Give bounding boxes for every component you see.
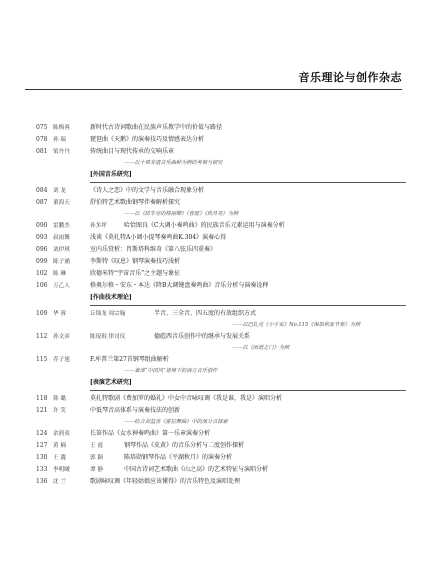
toc-title: 浅谈《莫扎特A小调小提琴奏鸣曲K.304》演奏心得	[90, 234, 227, 241]
toc-page-number: 102	[36, 270, 48, 277]
toc-entry	[36, 134, 406, 146]
toc-author: 沈 兰	[53, 479, 66, 485]
toc-entry	[36, 197, 406, 209]
toc-entry	[36, 220, 406, 232]
toc-title: 中国古诗词艺术歌曲《山之高》的艺术特征与演唱分析	[124, 466, 269, 473]
toc-subtitle	[36, 343, 406, 354]
toc-page-number: 109	[36, 310, 48, 317]
toc-entry	[36, 268, 406, 280]
toc-entry	[36, 122, 406, 134]
section-rule	[90, 182, 406, 184]
toc-subtitle-text: ——以《纺车旁的格丽卿》《春愿》《致月亮》为例	[124, 211, 239, 217]
toc-entry	[36, 476, 406, 488]
toc-entry	[36, 354, 406, 366]
toc-page-number: 096	[36, 246, 48, 253]
toc-title: 格奥尔格・安东・本达《降B大调键盘奏鸣曲》音乐分析与演奏诠释	[90, 282, 269, 289]
toc-page-number: 133	[36, 466, 48, 473]
toc-page-number: 124	[36, 430, 48, 437]
toc-page-number: 118	[36, 395, 48, 402]
toc-subtitle	[36, 320, 406, 331]
toc-title: 传统曲目与现代传承的交响乐章	[90, 148, 175, 155]
toc-page-number: 112	[36, 333, 48, 340]
toc-coauthor: 郭 颖	[90, 455, 103, 461]
toc-subtitle	[36, 209, 406, 220]
toc-subtitle-text: ——结合刘益善《霍拉舞曲》中的演分音探索	[124, 419, 228, 425]
toc-page-number: 106	[36, 282, 48, 289]
toc-author: 陈梅蓉	[53, 125, 70, 131]
toc-page-number: 084	[36, 187, 48, 194]
toc-subtitle-text: ——以《雨谱之门》为例	[232, 345, 290, 351]
toc-page-number: 127	[36, 442, 48, 449]
toc-entry	[36, 185, 406, 197]
toc-entry	[36, 280, 406, 292]
toc-subtitle-text: ——以巴扎克《小宇宙》No.115《保加利亚节奏》为例	[232, 322, 361, 328]
toc-page-number: 136	[36, 478, 48, 485]
toc-entry	[36, 331, 406, 343]
toc-entry	[36, 452, 406, 464]
toc-title: 中低琴音高体系与演奏技法的创新	[90, 407, 181, 414]
header-rule	[25, 89, 402, 90]
toc-title: 李斯特《叹息》钢琴演奏技巧浅析	[90, 258, 181, 265]
toc-title: 半音、三全音、四五度的有效组织方式	[154, 310, 257, 317]
toc-title: 钢琴作品《皮黄》的音乐分析与二度创作探析	[124, 442, 245, 449]
toc-author: 梁丹丹	[53, 149, 70, 155]
toc-entry	[36, 244, 406, 256]
toc-coauthor: 谭 静	[90, 467, 103, 473]
toc-entry	[36, 232, 406, 244]
toc-author: 韩 璐	[53, 396, 66, 402]
toc-author: 陈子涵	[53, 259, 70, 265]
toc-subtitle-text: ——兼谈“中国风”语境下的西方音乐创作	[124, 368, 218, 374]
toc-title: 舒伯特艺术歌曲钢琴伴奏解析探究	[90, 199, 181, 206]
toc-title: 哈恰图良《C大调小奏鸣曲》的民族音乐元素运用与演奏分析	[124, 222, 285, 229]
section-heading-text: [表演艺术研究]	[90, 379, 132, 386]
toc-title: 长笛作品《女水神奏鸣曲》第一乐章演奏分析	[90, 430, 211, 437]
toc-page-number: 087	[36, 199, 48, 206]
toc-subtitle	[36, 158, 406, 169]
toc-coauthor: 王 霞	[90, 443, 103, 449]
section-heading-text: [外国音乐研究]	[90, 171, 132, 178]
toc-entry	[36, 308, 406, 320]
toc-page-number: 075	[36, 124, 48, 131]
section-heading	[36, 377, 406, 389]
toc-author: 叔雨馨	[53, 235, 70, 241]
toc-entry	[36, 464, 406, 476]
table-of-contents	[36, 122, 406, 488]
toc-page-number: 090	[36, 222, 48, 229]
toc-entry	[36, 428, 406, 440]
section-rule	[90, 305, 406, 307]
toc-title: 《诗人之恋》中的文学与音乐融合现象分析	[90, 187, 205, 194]
toc-author: 乔子旭	[53, 357, 70, 363]
toc-subtitle	[36, 366, 406, 377]
toc-author: 李明曦	[53, 467, 70, 473]
toc-author: 许 笑	[53, 408, 66, 414]
toc-subtitle	[36, 417, 406, 428]
toc-page-number: 121	[36, 407, 48, 414]
toc-coauthor: 丘锦龙 周宗翰	[90, 311, 126, 317]
section-rule	[90, 390, 406, 392]
toc-title: 莫扎特歌剧《费加罗的婚礼》中女中音咏叹调《我是谁，我是》演唱分析	[90, 395, 283, 402]
toc-author: 刘伊琪	[53, 247, 70, 253]
toc-author: 黄 楠	[53, 443, 66, 449]
section-heading	[36, 169, 406, 181]
toc-author: 王 鑫	[53, 455, 66, 461]
toc-page-number: 093	[36, 234, 48, 241]
toc-page-number: 130	[36, 454, 48, 461]
toc-author: 华 蓉	[53, 311, 66, 317]
toc-page-number: 099	[36, 258, 48, 265]
section-heading-text: [作曲技术理论]	[90, 294, 132, 301]
toc-author: 刘 龙	[53, 188, 66, 194]
toc-entry	[36, 146, 406, 158]
journal-name: 音乐理论与创作杂志	[298, 71, 402, 84]
toc-entry	[36, 393, 406, 405]
toc-coauthor: 陈琨琨 律司仪	[90, 334, 126, 340]
section-heading	[36, 292, 406, 304]
toc-coauthor: 孙多坪	[90, 223, 107, 229]
toc-title: 室内乐赏析：肖斯塔科维奇《第八弦乐四重奏》	[90, 246, 217, 253]
toc-author: 孙 瑞	[53, 137, 66, 143]
toc-entry	[36, 440, 406, 452]
toc-author: 孙文彦	[53, 334, 70, 340]
toc-title: 琵琶曲《天鹅》的演奏技巧及情感表达分析	[90, 136, 205, 143]
toc-page-number: 078	[36, 136, 48, 143]
toc-title: 德彪西音乐创作中的继承与发展关系	[154, 333, 251, 340]
toc-subtitle-text: ——以十项非遗音乐曲种为例的考察与研究	[124, 160, 223, 166]
toc-page-number: 115	[36, 356, 48, 363]
toc-page-number: 081	[36, 148, 48, 155]
toc-title: 歌剧咏叹调《年轻姑娘应该懂得》的音乐特色及演唱处理	[90, 478, 241, 485]
toc-entry	[36, 256, 406, 268]
toc-author: 雷鹏杰	[53, 223, 70, 229]
toc-entry	[36, 405, 406, 417]
toc-title: 陈培勋钢琴作品《平湖秋月》的演奏分析	[124, 454, 233, 461]
toc-title: 新时代古诗词歌曲在民族声乐教学中的价值与路径	[90, 124, 223, 131]
toc-author: 董海天	[53, 200, 70, 206]
toc-author: 余润夷	[53, 431, 70, 437]
toc-title: F.库普兰第27首钢琴组曲解析	[90, 356, 169, 363]
toc-author: 万乙人	[53, 283, 70, 289]
toc-title: 欣德米特“宇宙音乐”之主题与象征	[90, 270, 181, 277]
toc-author: 陈 琳	[53, 271, 66, 277]
